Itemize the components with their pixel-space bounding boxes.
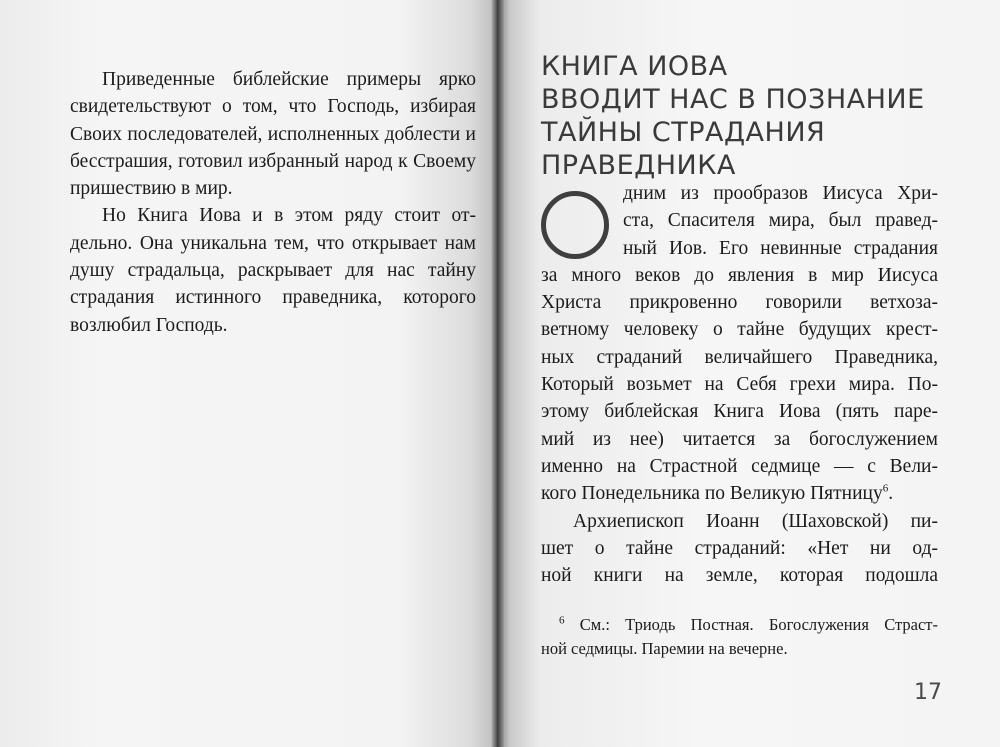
book-gutter [490,0,504,747]
text-line: ста, Спасителя мира, был правед- [623,210,938,232]
right-page-text [541,180,938,589]
text-line: ных страданий величайшего Праведника, [541,346,938,368]
heading-line: ТАЙНЫ СТРАДАНИЯ [541,117,826,148]
text-line: Который возьмет на Себя грехи мира. По- [541,374,938,396]
footnote-reference[interactable]: 6 [882,482,889,495]
text-line: мий из нее) читается за богослужением [541,428,938,450]
footnote-line [541,613,938,637]
heading-line: ВВОДИТ НАС В ПОЗНАНИЕ [541,84,925,115]
text-line: ной книги на земле, которая подошла [541,565,938,587]
paragraph: Приведенные библейские примеры ярко свидетельствуют о том, что Господь, избирая Своих последователей, исполненных доблести и бесстрашия, готовил избранный народ к Своему пришествию в мир. [70,69,476,200]
text-line: Архиепископ Иоанн (Шаховской) пи- [573,510,938,532]
heading-line: ПРАВЕДНИКА [541,150,736,181]
footnote-marker: 6 [559,614,565,627]
text-line: ветному человеку о тайне будущих крест- [541,319,938,341]
chapter-heading [541,50,981,182]
text-line: шет о тайне страданий: «Нет ни од- [541,537,938,559]
heading-line: КНИГА ИОВА [541,51,728,82]
text-line: дним из прообразов Иисуса Хри- [623,183,938,204]
footnote-text: См.: Триодь Постная. Богослужения Страст- [579,615,938,634]
text-line: этому библейская Книга Иова (пять паре- [541,401,938,423]
text-line: Христа прикровенно говорили ветхоза- [541,292,938,314]
text-line: кого Понедельника по Великую Пятницу$^6$. [541,482,894,505]
text-line: именно на Страстной седмице — с Вели- [541,455,938,477]
paragraph: Но Книга Иова и в этом ряду стоит отдельно. Она уникальна тем, что открывает нам душу страдальца, раскрывает для нас тайну страдания истинного праведника, которого возлюбил Господь. [70,205,476,336]
left-page-text [70,66,476,339]
text-line: ный Иов. Его невинные страдания [623,237,938,259]
page-number: 17 [914,680,942,705]
footnote-line: ной седмицы. Паремии на вечерне. [541,639,788,658]
footnote [541,613,938,661]
text-line-content: кого Понедельника по Великую Пятницу [541,483,883,505]
text-line: за много веков до явления в мир Иисуса [541,264,938,286]
